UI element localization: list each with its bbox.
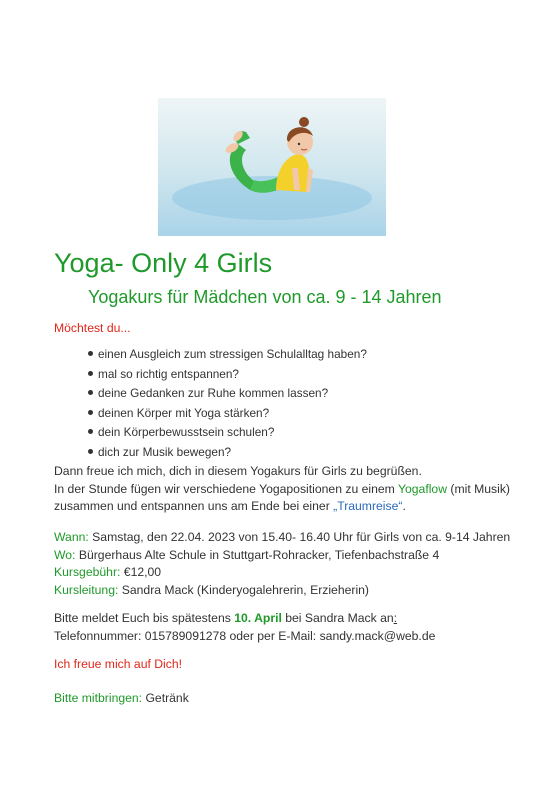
detail-where: Wo: Bürgerhaus Alte Schule in Stuttgart-Rohracker, Tiefenbachstraße 4 [54, 547, 440, 562]
detail-when: Wann: Samstag, den 22.04. 2023 von 15.40- 16.40 Uhr für Girls von ca. 9-14 Jahren [54, 530, 511, 544]
contact-line: Telefonnummer: 015789091278 oder per E-Mail: sandy.mack@web.de [54, 628, 436, 643]
yogaflow-term: Yogaflow [397, 481, 448, 496]
detail-fee: Kursgebühr: €12,00 [54, 565, 162, 579]
bullet-icon [88, 410, 93, 415]
page-subtitle: Yogakurs für Mädchen von ca. 9 - 14 Jahren [88, 287, 442, 307]
deadline-date: 10. April [234, 611, 282, 625]
intro-paragraph: Dann freue ich mich, dich in diesem Yogakurs für Girls zu begrüßen. In der Stunde fügen wir verschiedene Yogapositionen zu einem Yogaflow (mit Musik) zusammen und entspannen uns am Ende bei einer „Traumreise“. [54, 464, 510, 513]
traumreise-term: „Traumreise“ [333, 499, 403, 513]
course-details [54, 529, 510, 599]
page-title: Yoga- Only 4 Girls [54, 248, 273, 278]
list-item: einen Ausgleich zum stressigen Schulalltag haben? [88, 345, 367, 365]
list-item: deine Gedanken zur Ruhe kommen lassen? [88, 384, 367, 404]
list-item: mal so richtig entspannen? [88, 365, 367, 385]
question-heading: Möchtest du... [54, 321, 131, 335]
bullet-icon [88, 351, 93, 356]
detail-instructor: Kursleitung: Sandra Mack (Kinderyogalehrerin, Erzieherin) [54, 582, 369, 597]
bullet-icon [88, 371, 93, 376]
closing-line: Ich freue mich auf Dich! [54, 657, 183, 671]
list-item: deinen Körper mit Yoga stärken? [88, 404, 367, 424]
bullet-icon [88, 390, 93, 395]
bullet-icon [88, 429, 93, 434]
question-list [88, 345, 367, 462]
bring-line: Bitte mitbringen: Getränk [54, 691, 189, 705]
yoga-girl-illustration [158, 98, 386, 236]
list-item: dein Körperbewusstsein schulen? [88, 423, 367, 443]
registration-info: Bitte meldet Euch bis spätestens 10. April bei Sandra Mack an: Telefonnummer: 015789091278 oder per E-Mail: sandy.mack@web.de [54, 610, 435, 645]
list-item: dich zur Musik bewegen? [88, 443, 367, 463]
bullet-icon [88, 449, 93, 454]
